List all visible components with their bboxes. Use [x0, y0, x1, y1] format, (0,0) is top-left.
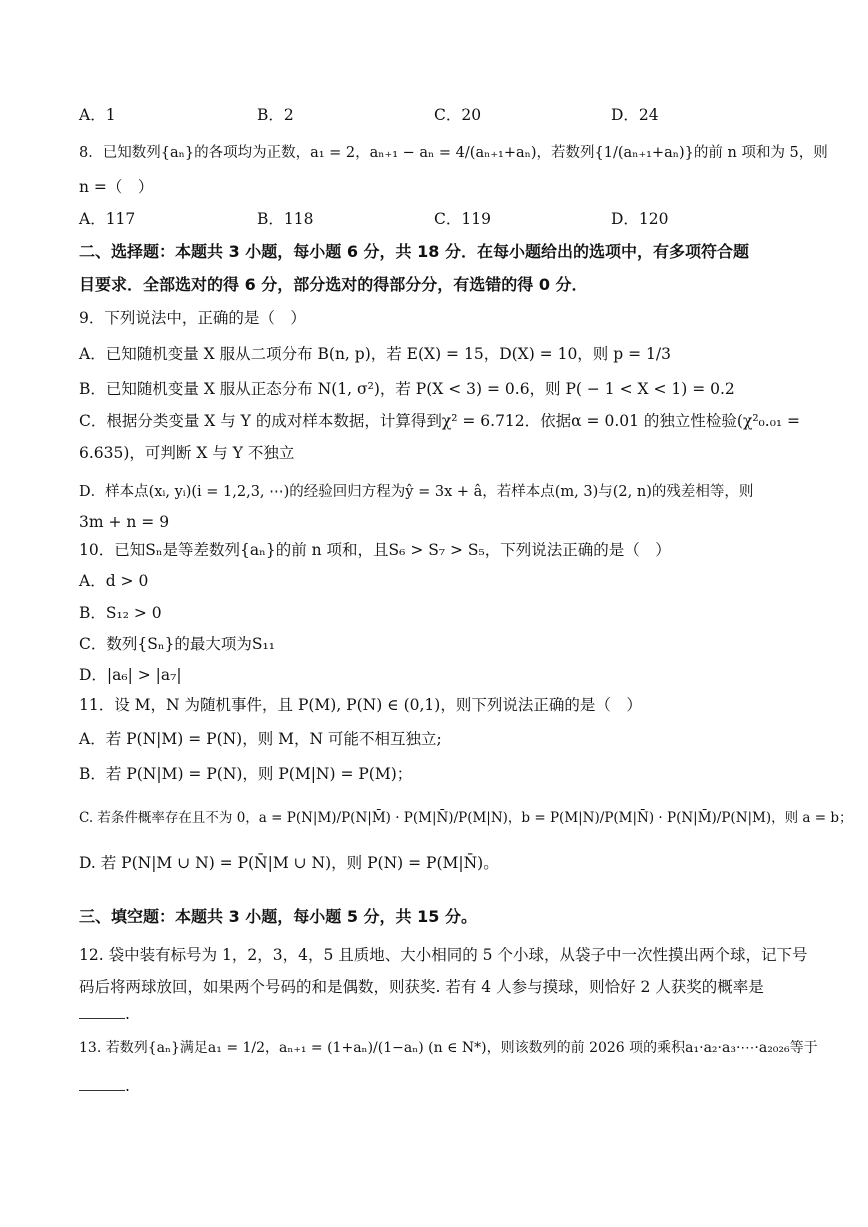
q10-option-b: B．S₁₂ > 0: [79, 604, 162, 622]
q7-option-b: B．2: [257, 106, 294, 124]
q12-stem-line1: 12. 袋中装有标号为 1，2，3，4，5 且质地、大小相同的 5 个小球，从袋子中一次性摸出两个球，记下号: [79, 946, 808, 964]
q7-option-c: C．20: [434, 106, 482, 124]
q8-stem-line2: n =（ ）: [79, 178, 154, 196]
q13-end-period: .: [125, 1077, 130, 1095]
q11-stem: 11．设 M，N 为随机事件，且 P(M), P(N) ∈ (0,1)，则下列说法正确的是（ ）: [79, 696, 642, 714]
q11-option-a: A．若 P(N|M) = P(N)，则 M，N 可能不相互独立;: [79, 730, 442, 748]
q13-answer-line: [79, 1075, 808, 1097]
q9-option-b: B．已知随机变量 X 服从正态分布 N(1, σ²)，若 P(X < 3) = 0.6，则 P( − 1 < X < 1) = 0.2: [79, 380, 735, 398]
q11-option-c: C. 若条件概率存在且不为 0，a = P(N|M)/P(N|M̄) · P(M|N̄)/P(M|N)，b = P(M|N)/P(M|N̄) · P(N|M̄)/P(N|M)，则 a = b；: [79, 810, 853, 826]
q8-stem-line1: 8．已知数列{aₙ}的各项均为正数，a₁ = 2，aₙ₊₁ − aₙ = 4/(aₙ₊₁+aₙ)，若数列{1/(aₙ₊₁+aₙ)}的前 n 项和为 5，则: [79, 145, 828, 161]
q8-option-a: A．117: [79, 210, 136, 228]
q12-end-period: .: [125, 1005, 130, 1023]
q10-stem: 10．已知Sₙ是等差数列{aₙ}的前 n 项和，且S₆ > S₇ > S₅，下列说法正确的是（ ）: [79, 541, 671, 559]
q11-option-b: B．若 P(N|M) = P(N)，则 P(M|N) = P(M)；: [79, 765, 413, 783]
q8-option-b: B．118: [257, 210, 314, 228]
section2-heading-line2: 目要求．全部选对的得 6 分，部分选对的得部分分，有选错的得 0 分．: [79, 275, 588, 294]
q10-option-c: C．数列{Sₙ}的最大项为S₁₁: [79, 635, 275, 653]
q8-option-c: C．119: [434, 210, 491, 228]
q12-answer-blank[interactable]: [79, 1004, 125, 1019]
q12-answer-line: [79, 1003, 808, 1025]
q9-option-d-line1: D．样本点(xᵢ, yᵢ)(i = 1,2,3, ⋯)的经验回归方程为ŷ = 3x + â，若样本点(m, 3)与(2, n)的残差相等，则: [79, 484, 754, 500]
q12-stem-line2: 码后将两球放回，如果两个号码的和是偶数，则获奖. 若有 4 人参与摸球，则恰好 2 人获奖的概率是: [79, 978, 764, 996]
q9-option-c-line1: C．根据分类变量 X 与 Y 的成对样本数据，计算得到χ² = 6.712．依据α = 0.01 的独立性检验(χ²₀.₀₁ =: [79, 412, 801, 430]
q9-stem: 9．下列说法中，正确的是（ ）: [79, 309, 306, 327]
q7-option-a: A．1: [79, 106, 116, 124]
q11-option-d: D. 若 P(N|M ∪ N) = P(N̄|M ∪ N)，则 P(N) = P(M|N̄)。: [79, 854, 499, 872]
q10-option-d: D．|a₆| > |a₇|: [79, 666, 182, 684]
section3-heading: 三、填空题：本题共 3 小题，每小题 5 分，共 15 分。: [79, 907, 477, 926]
q13-answer-blank[interactable]: [79, 1076, 125, 1091]
q9-option-a: A．已知随机变量 X 服从二项分布 B(n, p)，若 E(X) = 15，D(X) = 10，则 p = 1/3: [79, 345, 671, 363]
section2-heading-line1: 二、选择题：本题共 3 小题，每小题 6 分，共 18 分．在每小题给出的选项中，有多项符合题: [79, 242, 749, 261]
q13-stem: 13. 若数列{aₙ}满足a₁ = 1/2，aₙ₊₁ = (1+aₙ)/(1−aₙ) (n ∈ N*)，则该数列的前 2026 项的乘积a₁·a₂·a₃·⋯·a₂₀₂₆等于: [79, 1040, 818, 1056]
q8-option-d: D．120: [611, 210, 669, 228]
q7-option-d: D．24: [611, 106, 659, 124]
q9-option-d-line2: 3m + n = 9: [79, 513, 170, 531]
q10-option-a: A．d > 0: [79, 572, 149, 590]
q9-option-c-line2: 6.635)，可判断 X 与 Y 不独立: [79, 444, 295, 462]
